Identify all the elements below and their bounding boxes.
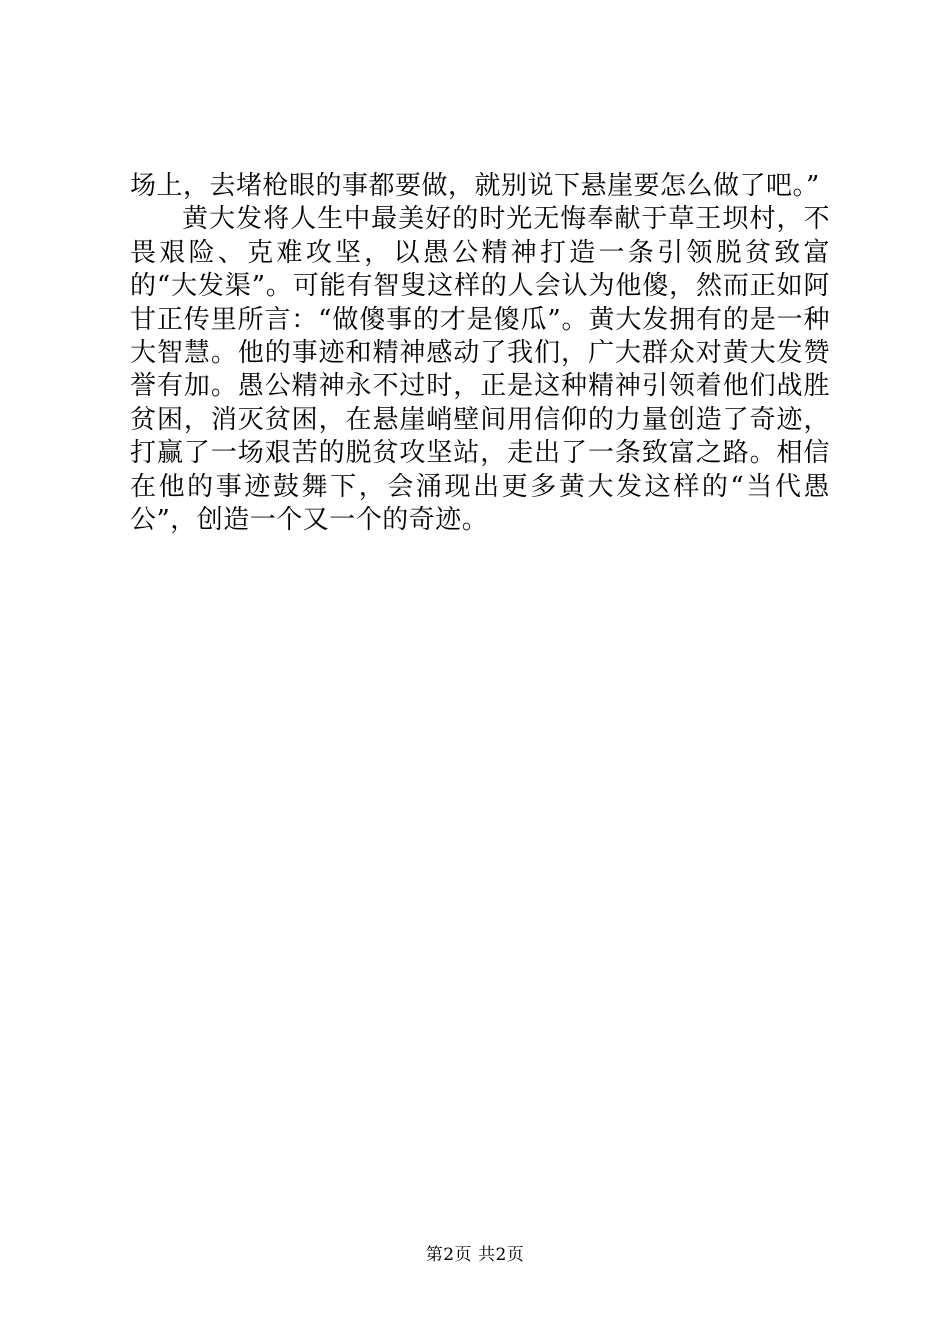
paragraph-continuation: 场上，去堵枪眼的事都要做，就别说下悬崖要怎么做了吧。” [130, 171, 820, 201]
paragraph-main: 黄大发将人生中最美好的时光无悔奉献于草王坝村，不畏艰险、克难攻坚，以愚公精神打造一条引领脱贫致富的“大发渠”。可能有智叟这样的人会认为他傻，然而正如阿甘正传里所言：“做傻事的才是傻瓜”。黄大发拥有的是一种大智慧。他的事迹和精神感动了我们，广大群众对黄大发赞誉有加。愚公精神永不过时，正是这种精神引领着他们战胜贫困，消灭贫困，在悬崖峭壁间用信仰的力量创造了奇迹，打赢了一场艰苦的脱贫攻坚站，走出了一条致富之路。相信在他的事迹鼓舞下，会涌现出更多黄大发这样的“当代愚公”，创造一个又一个的奇迹。 [130, 204, 830, 536]
page-number-footer: 第2页 共2页 [425, 1245, 525, 1265]
document-body [130, 170, 830, 537]
